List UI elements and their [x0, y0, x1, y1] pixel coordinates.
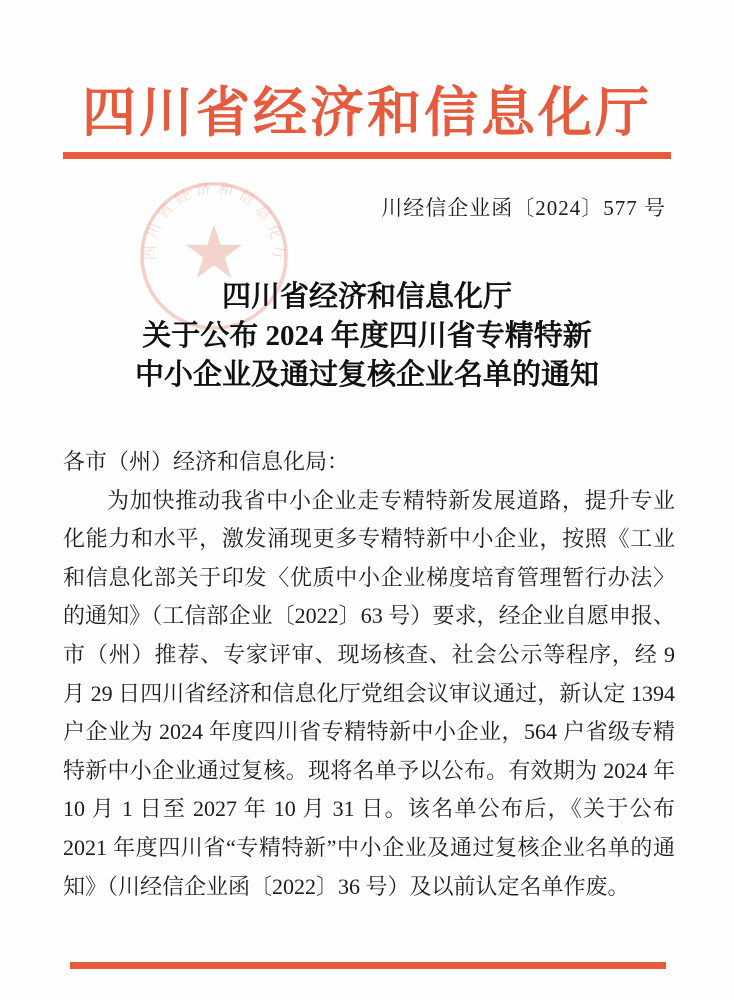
footer-rule [70, 962, 666, 969]
salutation: 各市（州）经济和信息化局： [63, 449, 350, 474]
agency-masthead: 四川省经济和信息化厅 [82, 83, 652, 143]
document-number: 川经信企业函〔2024〕577 号 [381, 196, 666, 220]
body-paragraph: 为加快推动我省中小企业走专精特新发展道路，提升专业化能力和水平，激发涌现更多专精特新中小企业，按照《工业和信息化部关于印发〈优质中小企业梯度培育管理暂行办法〉的通知》（工信部企业〔2022〕63 号）要求，经企业自愿申报、市（州）推荐、专家评审、现场核查、社会公示等程序，经 9 月 29 日四川省经济和信息化厅党组会议审议通过，新认定 1394 户企业为 2024 年度四川省专精特新中小企业，564 户省级专精特新中小企业通过复核。现将名单予以公布。有效期为 2024 年 10 月 1 日至 2027 年 10 月 31 日。该名单公布后，《关于公布 2021 年度四川省“专精特新”中小企业及通过复核企业名单的通知》（川经信企业函〔2022〕36 号）及以前认定名单作废。 [63, 487, 675, 899]
title-line-2: 关于公布 2024 年度四川省专精特新 [142, 320, 592, 352]
masthead-rule [63, 152, 671, 159]
seal-ring-text: 四川省经济和信息化厅 [142, 180, 286, 268]
title-line-1: 四川省经济和信息化厅 [221, 281, 512, 313]
title-line-3: 中小企业及通过复核企业名单的通知 [134, 359, 599, 391]
document-body [63, 443, 675, 906]
svg-text:四川省经济和信息化厅 [141, 180, 286, 268]
document-title [0, 278, 734, 395]
seal-star-icon [186, 224, 242, 278]
